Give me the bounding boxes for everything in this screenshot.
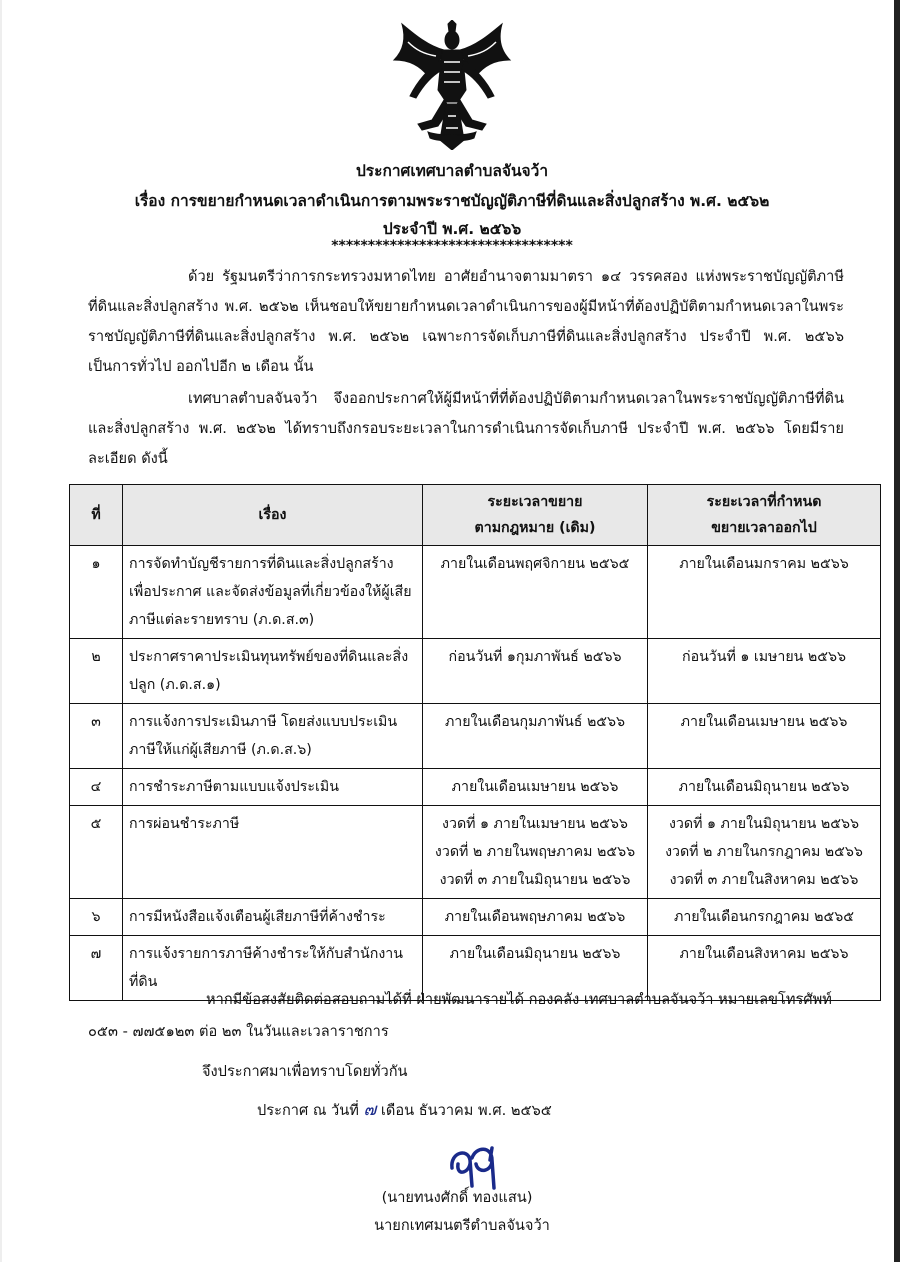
row-number: ๔: [70, 769, 123, 806]
deadline-line: ก่อนวันที่ ๑กุมภาพันธ์ ๒๕๖๖: [448, 649, 622, 665]
row-subject: การชำระภาษีตามแบบแจ้งประเมิน: [123, 769, 423, 806]
deadline-line: ก่อนวันที่ ๑ เมษายน ๒๕๖๖: [682, 649, 846, 665]
deadline-line: ภายในเดือนเมษายน ๒๕๖๖: [451, 779, 619, 795]
table-row: [70, 806, 881, 899]
year-title: ประจำปี พ.ศ. ๒๕๖๖: [382, 220, 522, 238]
paragraph-1: ด้วย รัฐมนตรีว่าการกระทรวงมหาดไทย อาศัยอำนาจตามมาตรา ๑๔ วรรคสอง แห่งพระราชบัญญัติภาษีที่ดินและสิ่งปลูกสร้าง พ.ศ. ๒๕๖๒ เห็นชอบให้ขยายกำหนดเวลาดำเนินการของผู้มีหน้าที่ต้องปฏิบัติตามกำหนดเวลาในพระราชบัญญัติภาษีที่ดินและสิ่งปลูกสร้าง พ.ศ. ๒๕๖๒ เฉพาะการจัดเก็บภาษีที่ดินและสิ่งปลูกสร้าง ประจำปี พ.ศ. ๒๕๖๖ เป็นการทั่วไป ออกไปอีก ๒ เดือน นั้น: [88, 268, 844, 375]
deadline-line: งวดที่ ๑ ภายในมิถุนายน ๒๕๖๖: [669, 816, 859, 832]
deadline-line: งวดที่ ๓ ภายในสิงหาคม ๒๕๖๖: [669, 872, 859, 888]
paragraph-2: เทศบาลตำบลจันจว้า จึงออกประกาศให้ผู้มีหน้าที่ที่ต้องปฏิบัติตามกำหนดเวลาในพระราชบัญญัติภาษีที่ดินและสิ่งปลูกสร้าง พ.ศ. ๒๕๖๒ ได้ทราบถึงกรอบระยะเวลาในการดำเนินการจัดเก็บภาษี ประจำปี พ.ศ. ๒๕๖๖ โดยมีรายละเอียด ดังนี้: [88, 390, 844, 467]
row-extended-deadline: [648, 899, 881, 936]
row-extended-deadline: [648, 806, 881, 899]
date-suffix: เดือน ธันวาคม พ.ศ. ๒๕๖๕: [380, 1102, 552, 1119]
row-original-deadline: [423, 806, 648, 899]
table-header-row: [70, 485, 881, 546]
table-row: [70, 769, 881, 806]
row-original-deadline: [423, 704, 648, 769]
deadline-line: งวดที่ ๒ ภายในพฤษภาคม ๒๕๖๖: [434, 844, 636, 860]
row-original-deadline: [423, 546, 648, 639]
contact-paragraph: หากมีข้อสงสัยติดต่อสอบถามได้ที่ ฝ่ายพัฒนารายได้ กองคลัง เทศบาลตำบลจันจว้า หมายเลขโทรศัพท์ ๐๕๓ - ๗๗๕๑๒๓ ต่อ ๒๓ ในวันและเวลาราชการ: [88, 991, 832, 1040]
table-row: [70, 639, 881, 704]
row-number: ๒: [70, 639, 123, 704]
deadline-line: ภายในเดือนเมษายน ๒๕๖๖: [680, 714, 848, 730]
subject-title: เรื่อง การขยายกำหนดเวลาดำเนินการตามพระราชบัญญัติภาษีที่ดินและสิ่งปลูกสร้าง พ.ศ. ๒๕๖๒: [134, 192, 770, 210]
row-number: ๓: [70, 704, 123, 769]
date-day: ๗: [363, 1100, 377, 1120]
table-row: [70, 899, 881, 936]
row-extended-deadline: [648, 639, 881, 704]
row-subject: การจัดทำบัญชีรายการที่ดินและสิ่งปลูกสร้างเพื่อประกาศ และจัดส่งข้อมูลที่เกี่ยวข้องให้ผู้เสียภาษีแต่ละรายทราบ (ภ.ด.ส.๓): [123, 546, 423, 639]
deadline-line: งวดที่ ๒ ภายในกรกฎาคม ๒๕๖๖: [665, 844, 863, 860]
signer-name: (นายทนงศักดิ์ ทองแสน): [381, 1189, 533, 1206]
signer-title: นายกเทศมนตรีตำบลจันจว้า: [374, 1217, 550, 1234]
deadline-line: งวดที่ ๑ ภายในเมษายน ๒๕๖๖: [442, 816, 628, 832]
date-prefix: ประกาศ ณ วันที่: [257, 1102, 359, 1119]
col-header-original: ระยะเวลาขยาย ตามกฎหมาย (เดิม): [423, 485, 648, 546]
deadline-line: ภายในเดือนกุมภาพันธ์ ๒๕๖๖: [444, 714, 626, 730]
row-number: ๕: [70, 806, 123, 899]
col-header-no: ที่: [70, 485, 123, 546]
row-subject: การแจ้งการประเมินภาษี โดยส่งแบบประเมินภาษีให้แก่ผู้เสียภาษี (ภ.ด.ส.๖): [123, 704, 423, 769]
row-subject: การมีหนังสือแจ้งเตือนผู้เสียภาษีที่ค้างชำระ: [123, 899, 423, 936]
schedule-table: [69, 484, 881, 1001]
deadline-line: งวดที่ ๓ ภายในมิถุนายน ๒๕๖๖: [439, 872, 631, 888]
deadline-line: ภายในเดือนมิถุนายน ๒๕๖๖: [678, 779, 850, 795]
deadline-line: ภายในเดือนมกราคม ๒๕๖๖: [679, 556, 849, 572]
table-row: [70, 546, 881, 639]
star-divider: *********************************: [331, 238, 573, 254]
row-number: ๖: [70, 899, 123, 936]
row-extended-deadline: [648, 769, 881, 806]
deadline-line: ภายในเดือนสิงหาคม ๒๕๖๖: [679, 946, 849, 962]
row-number: ๑: [70, 546, 123, 639]
row-subject: การผ่อนชำระภาษี: [123, 806, 423, 899]
col-header-subject: เรื่อง: [123, 485, 423, 546]
notify-line: จึงประกาศมาเพื่อทราบโดยทั่วกัน: [202, 1063, 408, 1080]
garuda-emblem-icon: [388, 20, 516, 150]
col-header-extended: ระยะเวลาที่กำหนด ขยายเวลาออกไป: [648, 485, 881, 546]
org-title: ประกาศเทศบาลตำบลจันจว้า: [355, 162, 549, 180]
row-subject: การแจ้งรายการภาษีค้างชำระให้กับสำนักงานที่ดิน: [123, 936, 423, 1001]
deadline-line: ภายในเดือนพฤษภาคม ๒๕๖๖: [444, 909, 626, 925]
deadline-line: ภายในเดือนมิถุนายน ๒๕๖๖: [449, 946, 621, 962]
row-original-deadline: [423, 899, 648, 936]
row-extended-deadline: [648, 546, 881, 639]
date-line: [257, 1096, 552, 1123]
deadline-line: ภายในเดือนพฤศจิกายน ๒๕๖๕: [440, 556, 630, 572]
row-subject: ประกาศราคาประเมินทุนทรัพย์ของที่ดินและสิ่งปลูก (ภ.ด.ส.๑): [123, 639, 423, 704]
row-original-deadline: [423, 639, 648, 704]
deadline-line: ภายในเดือนกรกฎาคม ๒๕๖๕: [673, 909, 855, 925]
row-original-deadline: [423, 769, 648, 806]
row-number: ๗: [70, 936, 123, 1001]
table-row: [70, 704, 881, 769]
row-extended-deadline: [648, 704, 881, 769]
